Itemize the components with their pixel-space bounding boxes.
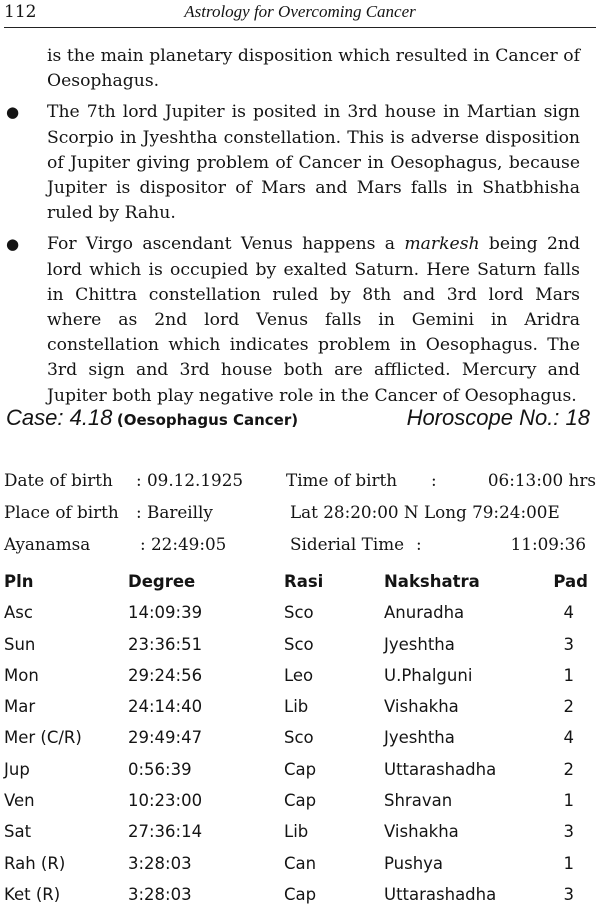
table-header-row bbox=[4, 572, 596, 603]
cell-pad: 1 bbox=[563, 665, 574, 685]
cell-planet: Jup bbox=[4, 759, 30, 779]
case-type: (Oesophagus Cancer) bbox=[116, 411, 299, 429]
table-row bbox=[4, 791, 596, 822]
cell-rasi: Can bbox=[284, 853, 317, 873]
header-degree: Degree bbox=[128, 572, 196, 591]
cell-degree: 3:28:03 bbox=[128, 884, 192, 904]
pob-label: Place of birth bbox=[4, 502, 119, 522]
birth-row-3 bbox=[4, 534, 596, 558]
cell-degree: 24:14:40 bbox=[128, 697, 203, 717]
cell-nakshatra: Vishakha bbox=[384, 822, 459, 842]
ayanamsa-value: : 22:49:05 bbox=[140, 534, 227, 554]
cell-rasi: Sco bbox=[284, 603, 314, 623]
cell-pad: 3 bbox=[563, 884, 574, 904]
cell-nakshatra: Anuradha bbox=[384, 603, 465, 623]
cell-degree: 29:49:47 bbox=[128, 728, 203, 748]
markesh-term: markesh bbox=[404, 234, 480, 255]
cell-planet: Sat bbox=[4, 822, 32, 842]
bullet-item bbox=[6, 100, 580, 226]
cell-planet: Mer (C/R) bbox=[4, 728, 82, 748]
header-rule bbox=[4, 27, 596, 28]
table-row bbox=[4, 760, 596, 791]
header-pad: Pad bbox=[553, 572, 588, 591]
cell-pad: 4 bbox=[563, 728, 574, 748]
bullet-item bbox=[6, 232, 580, 408]
table-row bbox=[4, 854, 596, 885]
cell-pad: 1 bbox=[563, 791, 574, 811]
cell-planet: Ket (R) bbox=[4, 884, 61, 904]
cell-rasi: Cap bbox=[284, 884, 317, 904]
cell-pad: 3 bbox=[563, 634, 574, 654]
cell-degree: 29:24:56 bbox=[128, 665, 203, 685]
birth-row-2 bbox=[4, 502, 596, 526]
bullet-icon: ● bbox=[6, 235, 20, 254]
sidereal-colon: : bbox=[416, 534, 422, 554]
tob-colon: : bbox=[431, 470, 437, 490]
cell-degree: 27:36:14 bbox=[128, 822, 203, 842]
cell-nakshatra: Shravan bbox=[384, 791, 453, 811]
cell-planet: Mon bbox=[4, 665, 39, 685]
cell-planet: Ven bbox=[4, 791, 35, 811]
cell-rasi: Sco bbox=[284, 634, 314, 654]
cell-nakshatra: Uttarashadha bbox=[384, 884, 497, 904]
tob-label: Time of birth bbox=[286, 470, 398, 490]
cell-rasi: Lib bbox=[284, 822, 309, 842]
table-row bbox=[4, 728, 596, 759]
horoscope-number: Horoscope No.: 18 bbox=[406, 405, 590, 430]
dob-value: : 09.12.1925 bbox=[136, 470, 244, 490]
cell-degree: 3:28:03 bbox=[128, 853, 192, 873]
sidereal-value: 11:09:36 bbox=[510, 534, 586, 554]
cell-nakshatra: Jyeshtha bbox=[384, 634, 455, 654]
table-row bbox=[4, 885, 596, 916]
cell-nakshatra: Pushya bbox=[384, 853, 444, 873]
cell-rasi: Lib bbox=[284, 697, 309, 717]
cell-planet: Mar bbox=[4, 697, 36, 717]
body-text bbox=[0, 44, 600, 409]
cell-pad: 1 bbox=[563, 853, 574, 873]
table-row bbox=[4, 697, 596, 728]
cell-nakshatra: U.Phalguni bbox=[384, 665, 473, 685]
lat-long: Lat 28:20:00 N Long 79:24:00E bbox=[290, 502, 560, 522]
cell-rasi: Cap bbox=[284, 791, 317, 811]
cell-pad: 4 bbox=[563, 603, 574, 623]
table-row bbox=[4, 666, 596, 697]
cell-degree: 10:23:00 bbox=[128, 791, 203, 811]
cell-degree: 23:36:51 bbox=[128, 634, 203, 654]
page-header bbox=[4, 2, 596, 26]
table-row bbox=[4, 822, 596, 853]
bullet-text-end: being 2nd lord which is occupied by exalted Saturn. Here Saturn falls in Chittra constellation ruled by 8th and 3rd lord Mars where as 2nd lord Venus falls in Gemini in Aridra constellation which indicates problem in Oesophagus. The 3rd sign and 3rd house both are afflicted. Mercury and Jupiter both play negative role in the Cancer of Oesophagus. bbox=[47, 234, 580, 406]
cell-planet: Sun bbox=[4, 634, 36, 654]
cell-rasi: Sco bbox=[284, 728, 314, 748]
running-title: Astrology for Overcoming Cancer bbox=[184, 2, 416, 21]
cell-planet: Asc bbox=[4, 603, 33, 623]
cell-pad: 2 bbox=[563, 759, 574, 779]
table-row bbox=[4, 603, 596, 634]
cell-pad: 2 bbox=[563, 697, 574, 717]
tob-value: 06:13:00 hrs bbox=[487, 470, 596, 490]
ayanamsa-label: Ayanamsa bbox=[4, 534, 91, 554]
cell-nakshatra: Vishakha bbox=[384, 697, 459, 717]
planet-table bbox=[4, 572, 596, 916]
header-nakshatra: Nakshatra bbox=[384, 572, 480, 591]
cell-nakshatra: Jyeshtha bbox=[384, 728, 455, 748]
header-pln: Pln bbox=[4, 572, 34, 591]
page-number: 112 bbox=[4, 2, 37, 22]
table-row bbox=[4, 635, 596, 666]
bullet-text-start: For Virgo ascendant Venus happens a bbox=[47, 234, 405, 255]
cell-degree: 0:56:39 bbox=[128, 759, 192, 779]
bullet-icon: ● bbox=[6, 103, 20, 122]
cell-nakshatra: Uttarashadha bbox=[384, 759, 497, 779]
cell-rasi: Leo bbox=[284, 665, 314, 685]
cell-rasi: Cap bbox=[284, 759, 317, 779]
cell-pad: 3 bbox=[563, 822, 574, 842]
case-number: Case: 4.18 bbox=[6, 405, 113, 430]
pob-value: : Bareilly bbox=[136, 502, 213, 522]
sidereal-label: Siderial Time bbox=[290, 534, 405, 554]
case-heading bbox=[6, 405, 590, 437]
cell-planet: Rah (R) bbox=[4, 853, 66, 873]
bullet-text: The 7th lord Jupiter is posited in 3rd house in Martian sign Scorpio in Jyeshtha constellation. This is adverse disposition of Jupiter giving problem of Cancer in Oesophagus, because Jupiter is dispositor of Mars and Mars falls in Shatbhisha ruled by Rahu. bbox=[47, 102, 580, 224]
cell-degree: 14:09:39 bbox=[128, 603, 203, 623]
birth-row-1 bbox=[4, 470, 596, 494]
dob-label: Date of birth bbox=[4, 470, 113, 490]
paragraph-continuation: is the main planetary disposition which resulted in Cancer of Oesophagus. bbox=[47, 46, 580, 92]
header-rasi: Rasi bbox=[284, 572, 324, 591]
